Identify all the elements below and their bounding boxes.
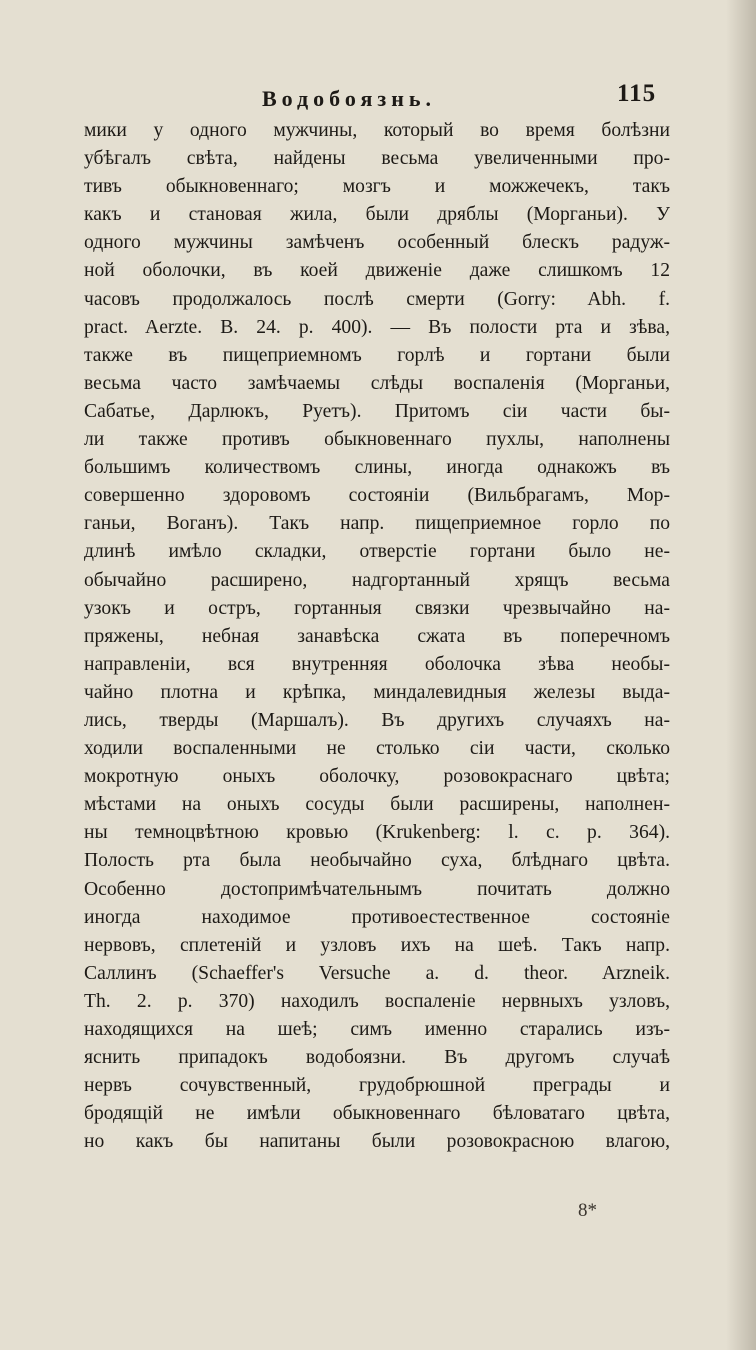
text-line: ны темноцвѣтною кровью (Krukenberg: l. c. p. 364). (84, 822, 670, 844)
page-number: 115 (617, 80, 657, 107)
text-line: какъ и становая жила, были дряблы (Морганьи). У (84, 204, 670, 226)
text-line: чайно плотна и крѣпка, миндалевидныя железы выда- (84, 681, 670, 703)
text-line: Полость рта была необычайно суха, блѣднаго цвѣта. (84, 850, 670, 872)
text-line: также въ пищеприемномъ горлѣ и гортани были (84, 344, 670, 366)
text-line: бродящій не имѣли обыкновеннаго бѣловатаго цвѣта, (84, 1103, 670, 1125)
text-line: ли также противъ обыкновеннаго пухлы, наполнены (84, 429, 670, 451)
text-line: длинѣ имѣло складки, отверстіе гортани было не- (84, 541, 670, 563)
text-line: pract. Aerzte. B. 24. p. 400). — Въ полости рта и зѣва, (84, 316, 670, 338)
text-line: Саллинъ (Schaeffer's Versuche a. d. theor. Arzneik. (84, 962, 670, 984)
text-line: мѣстами на оныхъ сосуды были расширены, наполнен- (84, 794, 670, 816)
text-line: Особенно достопримѣчательнымъ почитать должно (84, 878, 670, 900)
running-title: Водобоязнь. (262, 86, 437, 111)
text-line: но какъ бы напитаны были розовокрасною влагою, (84, 1131, 670, 1153)
text-line: узокъ и остръ, гортанныя связки чрезвычайно на- (84, 597, 670, 619)
text-line: одного мужчины замѣченъ особенный блескъ радуж- (84, 232, 670, 254)
text-line: лись, тверды (Маршалъ). Въ другихъ случаяхъ на- (84, 709, 670, 731)
page-header (0, 76, 756, 116)
text-line: мики у одного мужчины, который во время болѣзни (84, 120, 670, 141)
text-line: Сабатье, Дарлюкъ, Руетъ). Притомъ сіи части бы- (84, 400, 670, 422)
text-line: совершенно здоровомъ состояніи (Вильбрагамъ, Мор- (84, 485, 670, 507)
text-line: находящихся на шеѣ; симъ именно старались изъ- (84, 1019, 670, 1040)
text-line: мокротную оныхъ оболочку, розовокраснаго цвѣта; (84, 766, 670, 788)
text-line: ной оболочки, въ коей движеніе даже слишкомъ 12 (84, 260, 670, 282)
text-line: нервовъ, сплетеній и узловъ ихъ на шеѣ. Такъ напр. (84, 934, 670, 956)
text-line: ходили воспаленными не столько сіи части, сколько (84, 738, 670, 760)
text-line: тивъ обыкновеннаго; мозгъ и можжечекъ, такъ (84, 176, 670, 198)
text-line: нервъ сочувственный, грудобрюшной преграды и (84, 1075, 670, 1097)
body-text (84, 117, 670, 1156)
text-line: ганьи, Воганъ). Такъ напр. пищеприемное горло по (84, 513, 670, 535)
text-line: часовъ продолжалось послѣ смерти (Gorry: Abh. f. (84, 288, 670, 310)
text-line: большимъ количествомъ слины, иногда однакожъ въ (84, 457, 670, 479)
text-line: весьма часто замѣчаемы слѣды воспаленія (Морганьи, (84, 372, 670, 394)
text-line: обычайно расширено, надгортанный хрящъ весьма (84, 569, 670, 591)
text-line: пряжены, небная занавѣска сжата въ поперечномъ (84, 625, 670, 647)
text-line: убѣгалъ свѣта, найдены весьма увеличенными про- (84, 148, 670, 170)
text-line: иногда находимое противоестественное состояніе (84, 906, 670, 928)
text-line: направленіи, вся внутренняя оболочка зѣва необы- (84, 653, 670, 675)
signature-mark: 8* (578, 1200, 597, 1221)
page-edge-shadow (726, 0, 756, 1350)
text-line: яснить припадокъ водобоязни. Въ другомъ случаѣ (84, 1047, 670, 1069)
text-line: Th. 2. p. 370) находилъ воспаленіе нервныхъ узловъ, (84, 990, 670, 1012)
